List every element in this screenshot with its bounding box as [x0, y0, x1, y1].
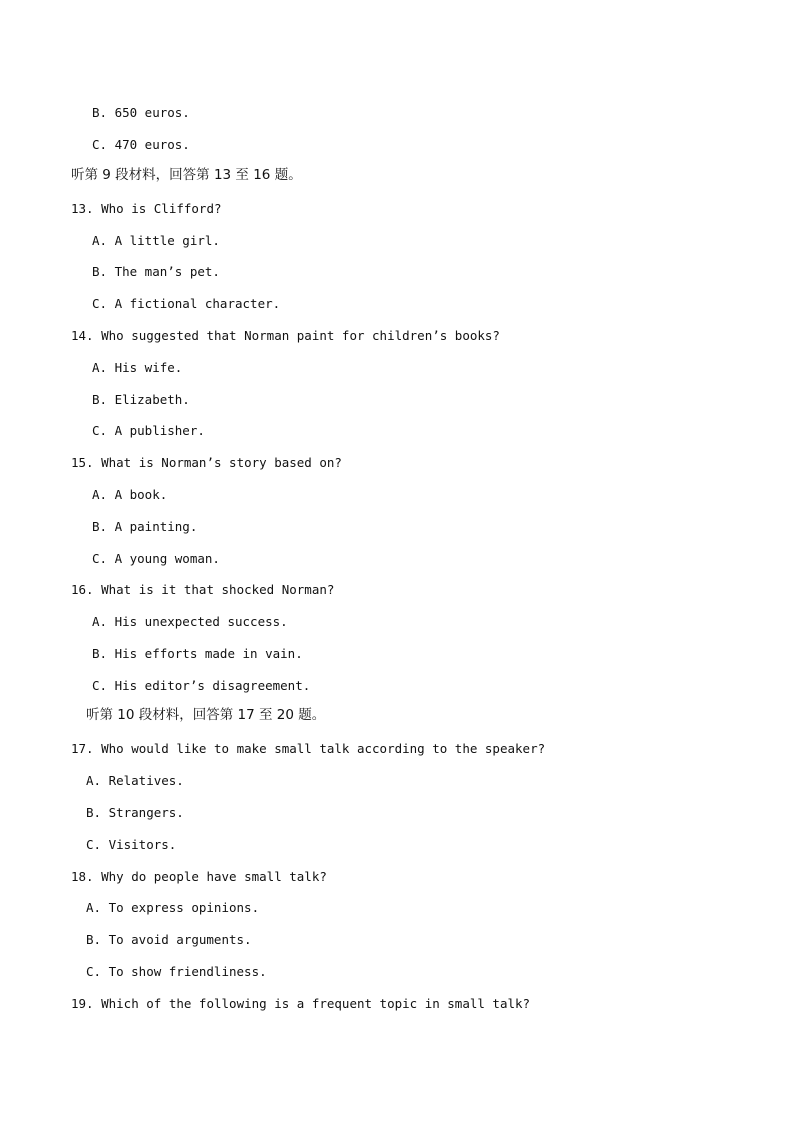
question-17: 17. Who would like to make small talk according to the speaker?	[71, 741, 546, 756]
section-heading-passage-10: 听第 10 段材料，回答第 17 至 20 题。	[86, 707, 326, 723]
question-14: 14. Who suggested that Norman paint for children’s books?	[71, 328, 500, 343]
q15-option-c: C. A young woman.	[92, 551, 220, 566]
q13-option-c: C. A fictional character.	[92, 296, 281, 311]
q17-option-a: A. Relatives.	[86, 773, 184, 788]
question-16: 16. What is it that shocked Norman?	[71, 582, 335, 597]
q18-option-a: A. To express opinions.	[86, 900, 260, 915]
question-18: 18. Why do people have small talk?	[71, 869, 327, 884]
question-13: 13. Who is Clifford?	[71, 201, 222, 216]
q17-option-b: B. Strangers.	[86, 805, 184, 820]
q18-option-c: C. To show friendliness.	[86, 964, 267, 979]
q14-option-a: A. His wife.	[92, 360, 183, 375]
q14-option-b: B. Elizabeth.	[92, 392, 190, 407]
q13-option-b: B. The man’s pet.	[92, 264, 220, 279]
q13-option-a: A. A little girl.	[92, 233, 220, 248]
option-c-470-euros: C. 470 euros.	[92, 137, 190, 152]
q17-option-c: C. Visitors.	[86, 837, 177, 852]
option-b-650-euros: B. 650 euros.	[92, 105, 190, 120]
q15-option-a: A. A book.	[92, 487, 168, 502]
q14-option-c: C. A publisher.	[92, 423, 205, 438]
q18-option-b: B. To avoid arguments.	[86, 932, 252, 947]
q16-option-c: C. His editor’s disagreement.	[92, 678, 311, 693]
q16-option-a: A. His unexpected success.	[92, 614, 288, 629]
question-15: 15. What is Norman’s story based on?	[71, 455, 342, 470]
question-19: 19. Which of the following is a frequent topic in small talk?	[71, 996, 531, 1011]
q15-option-b: B. A painting.	[92, 519, 198, 534]
section-heading-passage-9: 听第 9 段材料，回答第 13 至 16 题。	[71, 167, 302, 183]
q16-option-b: B. His efforts made in vain.	[92, 646, 303, 661]
